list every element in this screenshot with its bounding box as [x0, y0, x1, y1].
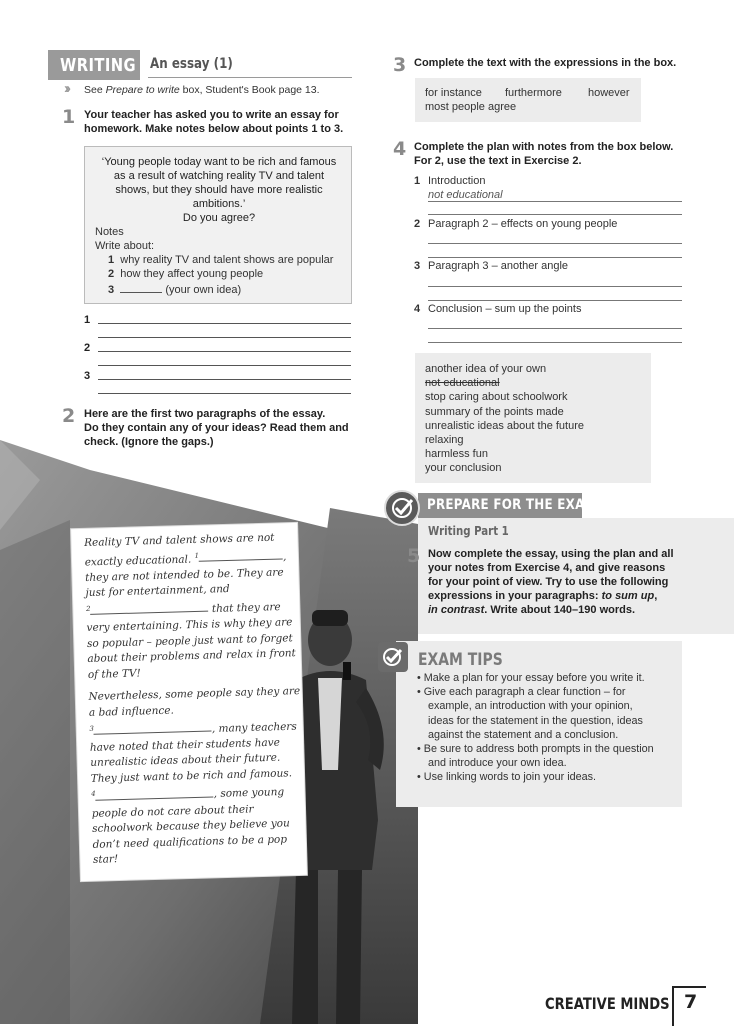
exercise-4-number: 4	[393, 138, 407, 160]
tip-item: • Be sure to address both prompts in the question	[417, 743, 654, 756]
note-point-2: 2 how they affect young people	[108, 268, 264, 280]
exam-tips-list: • Make a plan for your essay before you write it. • Give each paragraph a clear function – for example, an introduction with your opinion, ideas for the statement in the question, ideas against the statement and a conclusion. • Be sure to address both prompts in the question and introduce your own idea. • Use linking words to join your ideas.	[417, 671, 679, 785]
exercise-2-line-3: check. (Ignore the gaps.)	[84, 436, 214, 448]
exercise-3-instruction: Complete the text with the expressions in the box.	[414, 57, 677, 69]
writing-section-tag	[48, 50, 140, 80]
section-subtitle: An essay (1)	[150, 56, 233, 72]
note-item: harmless fun	[425, 448, 488, 461]
checkmark-icon	[384, 490, 420, 526]
expression-item: most people agree	[425, 101, 517, 113]
essay-quote: ‘Young people today want to be rich and famous as a result of watching reality TV and talent shows, but they should have more realistic ambitions.’	[101, 156, 337, 210]
note-item: stop caring about schoolwork	[425, 391, 568, 404]
answer-2-number: 2	[84, 342, 91, 354]
exercise-3-number: 3	[393, 54, 407, 76]
answer-1-number: 1	[84, 314, 91, 326]
note-point-1: 1 why reality TV and talent shows are popular	[108, 254, 334, 266]
exercise-5-line-2: your notes from Exercise 4, and give reasons	[428, 562, 666, 574]
gap-3[interactable]	[94, 721, 212, 735]
answer-1-line[interactable]	[98, 337, 351, 338]
exercise-2-number: 2	[62, 405, 76, 427]
plan-2-line[interactable]	[428, 243, 682, 244]
plan-1-label: Introduction	[428, 175, 486, 187]
plan-4-line[interactable]	[428, 328, 682, 329]
plan-4-label: Conclusion – sum up the points	[428, 303, 582, 315]
answer-1-line[interactable]	[98, 323, 351, 324]
note-item: unrealistic ideas about the future	[425, 419, 584, 432]
exam-tips-title: EXAM TIPS	[418, 650, 503, 670]
exercise-5-line-4: expressions in your paragraphs: to sum up,	[428, 590, 658, 602]
plan-4-number: 4	[414, 303, 421, 315]
answer-3-line[interactable]	[98, 393, 351, 394]
tip-item: • Use linking words to join your ideas.	[417, 771, 597, 784]
essay-question: Do you agree?	[182, 212, 256, 224]
note-point-3: 3 (your own idea)	[108, 284, 242, 296]
note-item: relaxing	[425, 434, 464, 447]
notes-list	[425, 362, 584, 476]
exercise-2-line-2: Do they contain any of your ideas? Read them and	[84, 422, 349, 434]
see-note: See Prepare to write box, Student's Book page 13.	[84, 84, 320, 96]
answer-3-line[interactable]	[98, 379, 351, 380]
exercise-5-line-1: Now complete the essay, using the plan and all	[428, 548, 674, 560]
page-number: 7	[684, 991, 698, 1013]
unit-title: CREATIVE MINDS	[545, 994, 670, 1013]
essay-paragraph-2: Nevertheless, some people say they are a bad influence. $^3$ , many teachers have noted that their students have unrealistic ideas about their future. They just want to be rich and famous. $^4$ , some young people do not care about their schoolwork because they believe you don’t need qualifications to be a pop star!	[88, 685, 301, 867]
gap-4[interactable]	[96, 786, 214, 800]
prepare-title: PREPARE FOR THE EXAM	[427, 497, 597, 513]
blank-line	[120, 282, 162, 293]
checkmark-icon	[378, 642, 408, 672]
exercise-1-instruction-line-1: Your teacher has asked you to write an essay for	[84, 109, 339, 121]
exercise-5-line-3: for your point of view. Try to use the following	[428, 576, 669, 588]
gap-1[interactable]	[199, 549, 283, 562]
plan-1-line[interactable]	[428, 201, 682, 202]
expression-item: furthermore	[505, 87, 562, 99]
expression-item: for instance	[425, 87, 482, 99]
answer-3-number: 3	[84, 370, 91, 382]
tip-item: • Make a plan for your essay before you write it.	[417, 672, 645, 684]
plan-3-line[interactable]	[428, 300, 682, 301]
note-item-crossed-out: not educational	[425, 377, 500, 390]
expressions-box	[415, 78, 641, 122]
header-rule	[148, 77, 352, 78]
section-label: WRITING	[60, 55, 137, 76]
plan-1-number: 1	[414, 175, 421, 187]
double-chevron-icon: ››	[64, 80, 68, 97]
note-item: your conclusion	[425, 462, 502, 475]
plan-2-label: Paragraph 2 – effects on young people	[428, 218, 618, 230]
essay-text	[84, 530, 305, 876]
note-item: summary of the points made	[425, 405, 564, 418]
exercise-4-instruction-line-1: Complete the plan with notes from the box below.	[414, 141, 674, 153]
plan-3-line[interactable]	[428, 286, 682, 287]
exercise-5-number: 5	[407, 545, 421, 567]
exercise-4-instruction-line-2: For 2, use the text in Exercise 2.	[414, 155, 582, 167]
plan-3-label: Paragraph 3 – another angle	[428, 260, 569, 272]
prepare-subtitle: Writing Part 1	[428, 524, 509, 538]
plan-1-line[interactable]	[428, 214, 682, 215]
expression-item: however	[588, 87, 630, 99]
exercise-2-line-1: Here are the first two paragraphs of the essay.	[84, 408, 326, 420]
plan-3-number: 3	[414, 260, 421, 272]
answer-2-line[interactable]	[98, 365, 351, 366]
tip-item: • Give each paragraph a clear function – for	[417, 686, 626, 699]
exercise-1-number: 1	[62, 106, 76, 128]
notes-label: Notes	[95, 226, 124, 238]
gap-2[interactable]	[90, 601, 208, 615]
write-about-label: Write about:	[95, 240, 155, 252]
note-item: another idea of your own	[425, 363, 547, 375]
plan-1-example: not educational	[428, 189, 503, 201]
exercise-1-instruction-line-2: homework. Make notes below about points 1 to 3.	[84, 123, 344, 135]
plan-2-line[interactable]	[428, 257, 682, 258]
exercise-5-line-5: in contrast. Write about 140–190 words.	[428, 604, 636, 616]
prepare-title-bar	[418, 493, 597, 518]
essay-paragraph-1: Reality TV and talent shows are not exactly educational. $^1$ , they are not intended to be. They are just for entertainment, and $^2$ that they are very entertaining. This is why they are so popular – people just want to forget about their problems and relax in front of the TV!	[84, 531, 296, 681]
answer-2-line[interactable]	[98, 351, 351, 352]
plan-2-number: 2	[414, 218, 421, 230]
plan-4-line[interactable]	[428, 342, 682, 343]
